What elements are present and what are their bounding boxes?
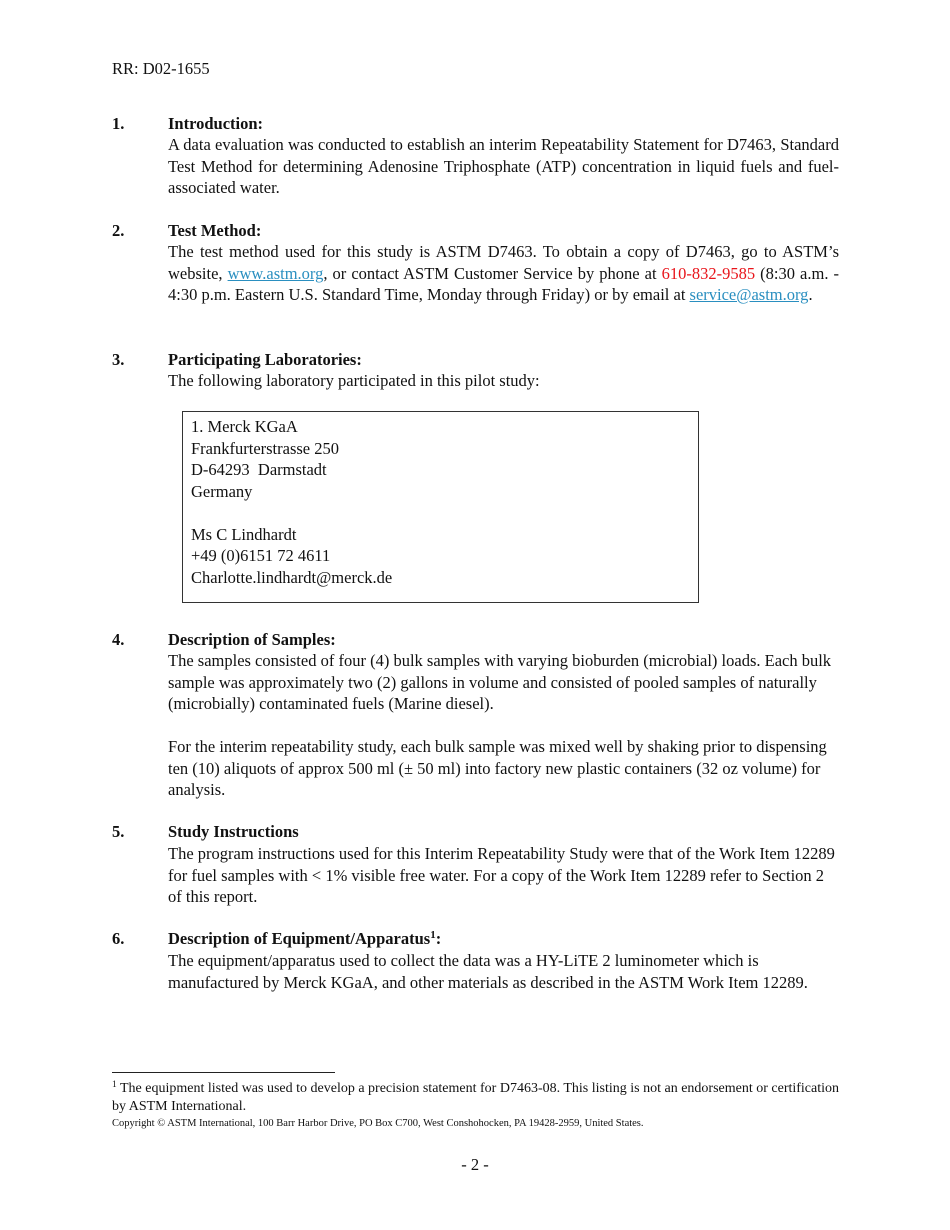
astm-website-link[interactable]: www.astm.org [227,263,324,283]
lab-contact: Ms C Lindhardt [191,524,297,544]
section-2-text-1: The test method used for this study is ASTM D7463. To obtain a copy of D7463, go to ASTM’s website, [168,242,839,283]
lab-spacer [191,502,698,524]
lab-email: Charlotte.lindhardt@merck.de [191,567,393,587]
section-1-number: 1. [112,114,125,133]
section-5-title: Study Instructions [168,822,299,841]
section-4-body-2: For the interim repeatability study, each bulk sample was mixed well by shaking prior to dispensing ten (10) aliquots of approx 500 ml (± 50 ml) into factory new plastic containers (32 oz volume) for analysis. [168,737,827,799]
section-4-title: Description of Samples: [168,630,336,649]
section-1-body: A data evaluation was conducted to establish an interim Repeatability Statement for D7463, Standard Test Method for determining Adenosine Triphosphate (ATP) concentration in liquid fuels and fuel-associated water. [168,135,839,197]
lab-name: 1. Merck KGaA [191,417,298,436]
section-3-title: Participating Laboratories: [168,350,362,369]
section-2-body [168,241,839,306]
footnote-reference: 1 [430,929,436,941]
report-number-header: RR: D02-1655 [112,59,210,78]
section-6-title-text: Description of Equipment/Apparatus [168,929,431,948]
section-5-body: The program instructions used for this Interim Repeatability Study were that of the Work Item 12289 for fuel samples with < 1% visible free water. For a copy of the Work Item 12289 refer to Section 2 of this report. [168,844,835,906]
footnote-divider [112,1072,335,1073]
laboratory-info-box [182,411,699,603]
section-4-number: 4. [112,630,125,649]
section-3-body: The following laboratory participated in this pilot study: [168,371,540,390]
section-2-text-4: . [808,285,813,304]
customer-service-phone: 610-832-9585 [661,263,756,283]
copyright-notice: Copyright © ASTM International, 100 Barr Harbor Drive, PO Box C700, West Conshohocken, PA 19428-2959, United States. [112,1118,644,1129]
lab-phone: +49 (0)6151 72 4611 [191,546,331,565]
section-6-body: The equipment/apparatus used to collect the data was a HY-LiTE 2 luminometer which is manufactured by Merck KGaA, and other materials as described in the ASTM Work Item 12289. [168,951,808,992]
lab-country: Germany [191,481,253,501]
footnote [112,1080,842,1116]
section-5-number: 5. [112,822,125,841]
section-2-text-3: (8:30 a.m. - 4:30 p.m. Eastern U.S. Standard Time, Monday through Friday) or by email at [168,263,840,304]
footnote-text: The equipment listed was used to develop a precision statement for D7463-08. This listing is not an endorsement or certification by ASTM International. [112,1081,840,1114]
section-4-body: The samples consisted of four (4) bulk samples with varying bioburden (microbial) loads. Each bulk sample was approximately two (2) gallons in volume and consisted of pooled samples of naturally (microbially) contaminated fuels (Marine diesel). [168,651,832,713]
section-6-number: 6. [112,929,125,948]
page-number: - 2 - [461,1155,489,1174]
footnote-mark: 1 [112,1080,117,1090]
lab-street: Frankfurterstrasse 250 [191,438,340,458]
section-1-title: Introduction: [168,114,264,133]
section-6-title-colon: : [435,929,442,948]
service-email-link[interactable]: service@astm.org [689,285,809,304]
section-2-number: 2. [112,221,125,240]
lab-city: D-64293 Darmstadt [191,460,327,479]
section-6-title [168,928,441,950]
section-2-title: Test Method: [168,221,262,240]
section-2-text-2: , or contact ASTM Customer Service by phone at [323,263,662,283]
section-3-number: 3. [112,350,125,369]
